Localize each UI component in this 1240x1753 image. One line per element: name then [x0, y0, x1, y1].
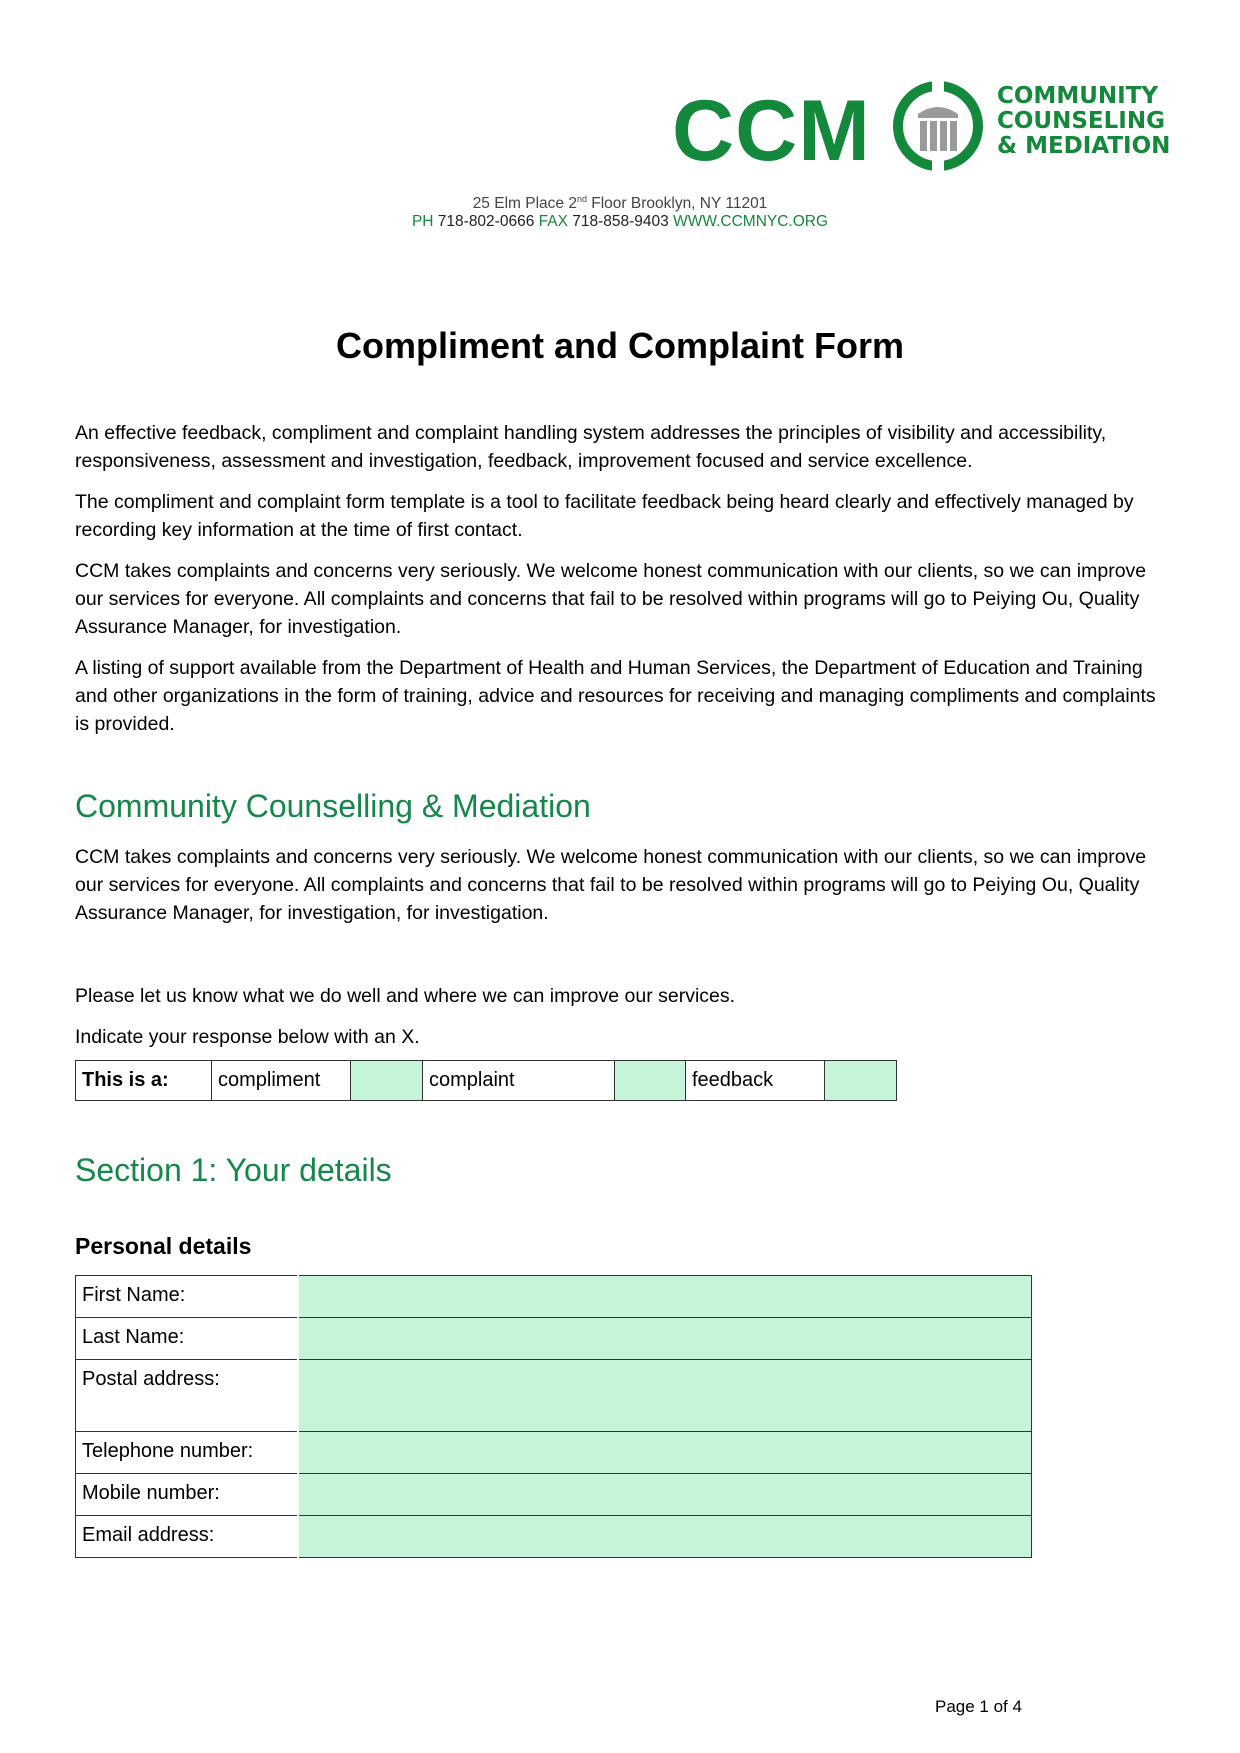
contact-line: [0, 213, 1240, 231]
page-number: Page 1 of 4: [935, 1697, 1022, 1716]
complaint-mark-field[interactable]: [615, 1061, 686, 1101]
email-field[interactable]: [298, 1516, 1032, 1558]
intro-paragraph: CCM takes complaints and concerns very seriously. We welcome honest communication with our clients, so we can improve our services for everyone. All complaints and concerns that fail to be resolved within programs will go to Peiying Ou, Quality Assurance Manager, for investigation.: [75, 560, 1147, 638]
logo-word: COUNSELING: [997, 108, 1165, 134]
feedback-mark-field[interactable]: [825, 1061, 897, 1101]
telephone-label: Telephone number:: [76, 1432, 298, 1474]
first-name-field[interactable]: [298, 1276, 1032, 1318]
first-name-label: First Name:: [76, 1276, 298, 1318]
postal-address-label: Postal address:: [76, 1360, 298, 1432]
phone-label: PH: [411, 213, 434, 230]
email-label: Email address:: [76, 1516, 298, 1558]
last-name-field[interactable]: [298, 1318, 1032, 1360]
phone-number: 718-802-0666: [433, 213, 539, 230]
personal-details-heading: Personal details: [75, 1233, 252, 1259]
logo-word: COMMUNITY: [997, 83, 1159, 109]
fax-number: 718-858-9403: [567, 213, 674, 230]
fax-label: FAX: [538, 213, 568, 230]
page-title: Compliment and Complaint Form: [335, 325, 904, 366]
address-text: 25 Elm Place 2: [472, 195, 577, 213]
intro-paragraph: An effective feedback, compliment and complaint handling system addresses the principles of visibility and accessibility, responsiveness, assessment and investigation, feedback, improvement focused and service excellence.: [75, 422, 1107, 472]
last-name-label: Last Name:: [76, 1318, 298, 1360]
address-text-rest: Floor Brooklyn, NY 11201: [586, 195, 768, 213]
building-columns-icon: [892, 76, 984, 176]
intro-paragraph: A listing of support available from the Department of Health and Human Services, the Department of Education and Training and other organizations in the form of training, advice and resources for receiving and managing compliments and complaints is provided.: [75, 657, 1156, 735]
telephone-field[interactable]: [298, 1432, 1032, 1474]
org-section-body: CCM takes complaints and concerns very seriously. We welcome honest communication with our clients, so we can improve our services for everyone. All complaints and concerns that fail to be resolved within programs will go to Peiying Ou, Quality Assurance Manager, for investigation, for investigation.: [75, 846, 1147, 924]
mobile-label: Mobile number:: [76, 1474, 298, 1516]
street-address: [0, 194, 1240, 213]
option-complaint-label: complaint: [423, 1061, 615, 1101]
intro-paragraph: The compliment and complaint form template is a tool to facilitate feedback being heard clearly and effectively managed by recording key information at the time of first contact.: [75, 491, 1134, 541]
option-compliment-label: compliment: [212, 1061, 351, 1101]
option-feedback-label: feedback: [686, 1061, 825, 1101]
feedback-prompt: Please let us know what we do well and where we can improve our services.: [75, 985, 736, 1007]
personal-details-table: [75, 1275, 1032, 1558]
instruction-text: Indicate your response below with an X.: [75, 1026, 420, 1048]
logo-wordmark: CCM: [672, 83, 871, 179]
response-label: This is a:: [76, 1061, 212, 1101]
org-section-heading: Community Counselling & Mediation: [75, 788, 591, 824]
address-superscript: nd: [576, 194, 587, 204]
logo-word: & MEDIATION: [997, 133, 1171, 159]
logo-org-name: [997, 84, 1170, 159]
ccm-logo: [672, 74, 1171, 186]
response-type-table: [75, 1060, 897, 1101]
mobile-field[interactable]: [298, 1474, 1032, 1516]
website-link[interactable]: WWW.CCMNYC.ORG: [673, 213, 829, 230]
section1-heading: Section 1: Your details: [75, 1152, 392, 1188]
postal-address-field[interactable]: [298, 1360, 1032, 1432]
compliment-mark-field[interactable]: [351, 1061, 423, 1101]
